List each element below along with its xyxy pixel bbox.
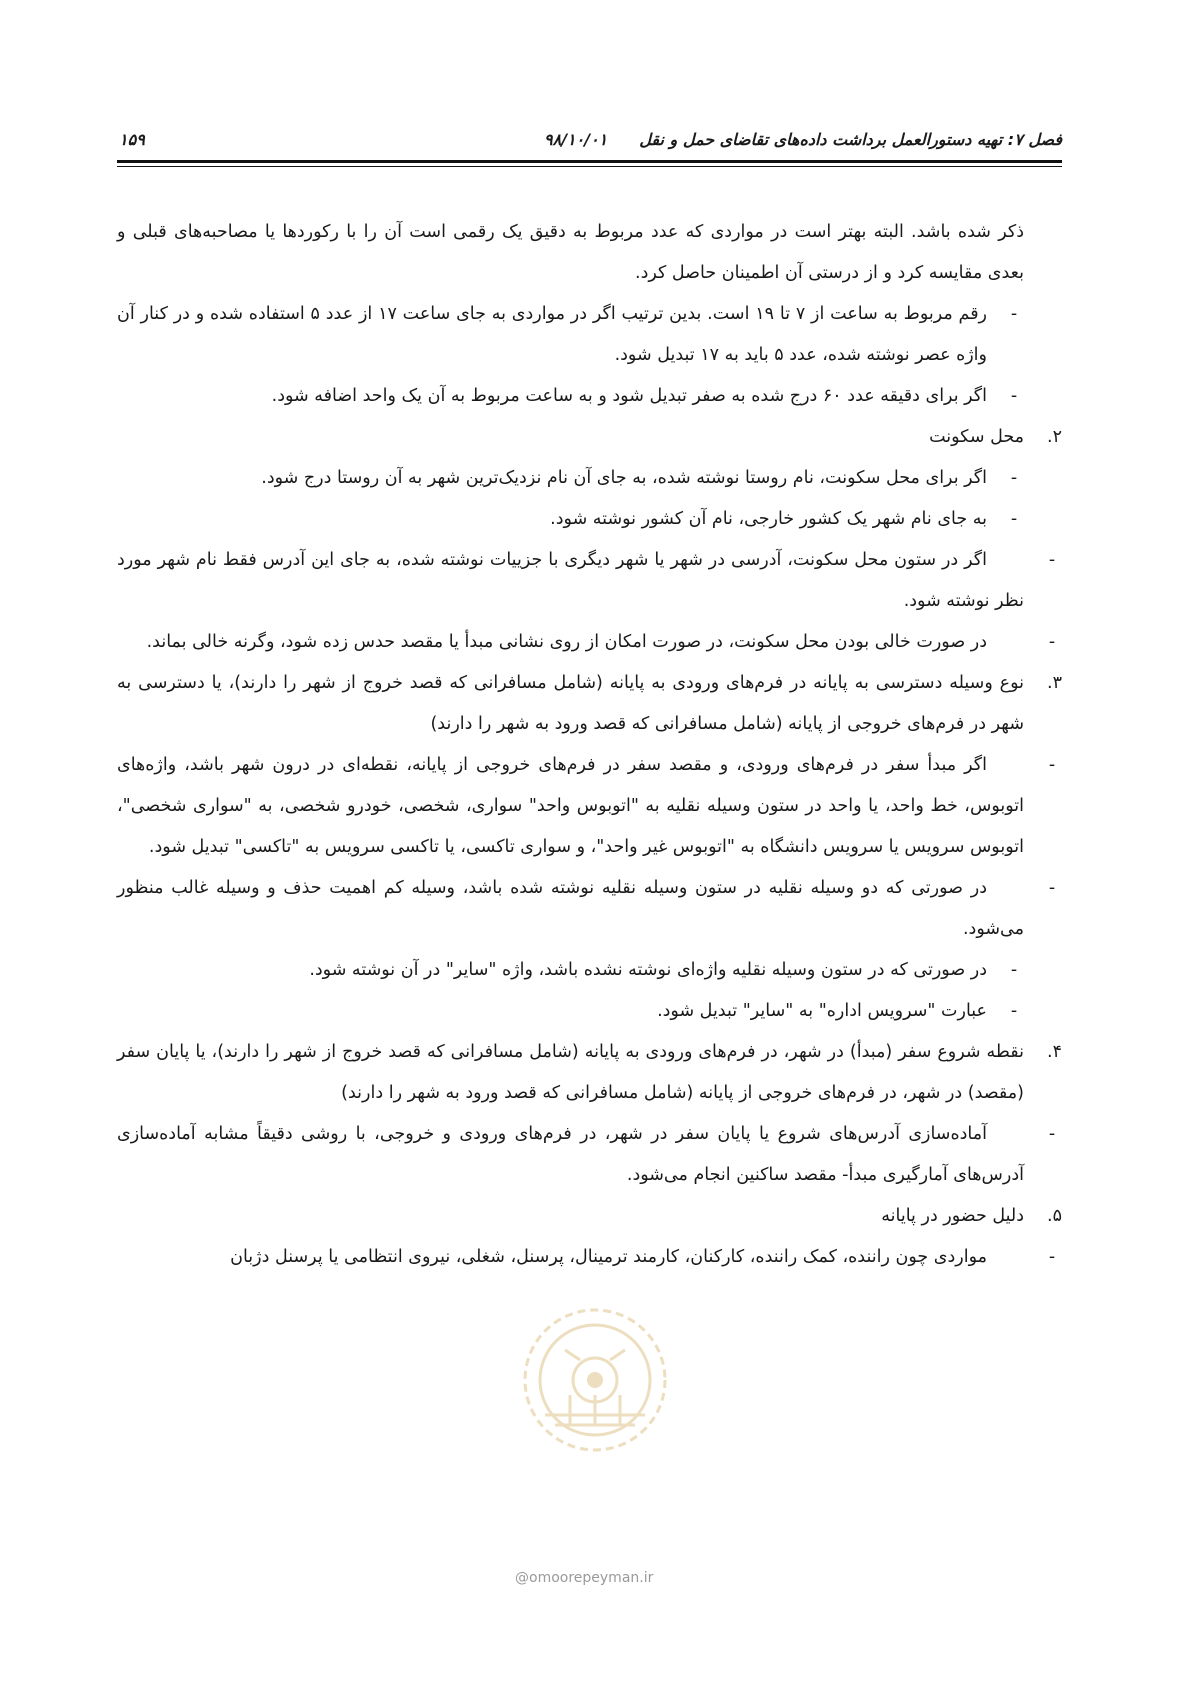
list-item	[117, 1114, 1062, 1196]
list-item-text: عبارت "سرویس اداره" به "سایر" تبدیل شود.	[657, 1001, 987, 1021]
watermark-site-text: omoorepeyman.ir	[529, 1570, 654, 1586]
item-number: ۳.	[1047, 673, 1062, 693]
list-item	[117, 868, 1062, 950]
list-item-text: اگر برای محل سکونت، نام روستا نوشته شده، به جای آن نام نزدیک‌ترین شهر به آن روستا درج شود.	[261, 468, 987, 488]
header-rule-thick	[117, 160, 1062, 163]
page-number: ۱۵۹	[119, 130, 145, 149]
list-item	[117, 458, 1062, 499]
dash-marker: -	[1010, 304, 1018, 324]
list-item	[117, 376, 1062, 417]
list-item	[117, 950, 1062, 991]
list-item	[117, 622, 1062, 663]
list-item-text: اگر برای دقیقه عدد ۶۰ درج شده به صفر تبدیل شود و به ساعت مربوط به آن یک واحد اضافه شود.	[271, 386, 987, 406]
dash-marker: -	[1010, 468, 1018, 488]
list-item	[117, 499, 1062, 540]
dash-marker: -	[1010, 1001, 1018, 1021]
item-title: نوع وسیله دسترسی به پایانه در فرم‌های ورودی به پایانه (شامل مسافرانی که قصد خروج از شهر را دارند)، یا دسترسی به شهر در فرم‌های خروجی از پایانه (شامل مسافرانی که قصد ورود به شهر را دارند)	[117, 673, 1024, 734]
list-item-text: در صورتی که در ستون وسیله نقلیه واژه‌ای نوشته نشده باشد، واژه "سایر" در آن نوشته شود.	[309, 960, 987, 980]
list-item	[117, 294, 1062, 376]
page-header	[117, 130, 1062, 156]
item-number: ۴.	[1047, 1042, 1062, 1062]
list-item-text: مواردی چون راننده، کمک راننده، کارکنان، کارمند ترمینال، پرسنل، شغلی، نیروی انتظامی یا پرسنل دژبان	[230, 1247, 987, 1267]
dash-marker: -	[1048, 755, 1056, 775]
list-item	[117, 540, 1062, 622]
dash-marker: -	[1048, 1247, 1056, 1267]
item-title: نقطه شروع سفر (مبدأ) در شهر، در فرم‌های ورودی به پایانه (شامل مسافرانی که قصد خروج از شهر را دارند)، یا پایان سفر (مقصد) در شهر، در فرم‌های خروجی از پایانه (شامل مسافرانی که قصد ورود به شهر را دارند)	[117, 1042, 1024, 1103]
item-number: ۵.	[1047, 1206, 1062, 1226]
numbered-item-2	[117, 417, 1062, 458]
item-title: محل سکونت	[929, 427, 1024, 447]
list-item-text: رقم مربوط به ساعت از ۷ تا ۱۹ است. بدین ترتیب اگر در مواردی به جای ساعت ۱۷ از عدد ۵ استفاده شده و در کنار آن واژه عصر نوشته شده، عدد ۵ باید به ۱۷ تبدیل شود.	[117, 304, 988, 365]
numbered-item-3	[117, 663, 1062, 745]
intro-paragraph: ذکر شده باشد. البته بهتر است در مواردی که عدد مربوط به دقیق یک رقمی است آن را با رکوردها یا مصاحبه‌های قبلی و بعدی مقایسه کرد و از درستی آن اطمینان حاصل کرد.	[117, 222, 1024, 283]
list-item	[117, 991, 1062, 1032]
dash-marker: -	[1010, 509, 1018, 529]
list-item-text: در صورتی که دو وسیله نقلیه در ستون وسیله نقلیه نوشته شده باشد، وسیله کم اهمیت حذف و وسیله غالب منظور می‌شود.	[117, 878, 1024, 939]
list-item-text: اگر مبدأ سفر در فرم‌های ورودی، و مقصد سفر در فرم‌های خروجی از پایانه، نقطه‌ای در درون شهر باشد، واژه‌های اتوبوس، خط واحد، یا واحد در ستون وسیله نقلیه به "اتوبوس واحد" سواری، شخصی، خودرو شخصی، به "سواری شخصی"، اتوبوس سرویس یا سرویس دانشگاه به "اتوبوس غیر واحد"، و سواری تاکسی، یا تاکسی سرویس به "تاکسی" تبدیل شود.	[117, 755, 1024, 857]
watermark-site: @omoorepeyman.ir	[515, 1570, 654, 1586]
list-item-text: آماده‌سازی آدرس‌های شروع یا پایان سفر در شهر، در فرم‌های ورودی و خروجی، با روشی دقیقاً مشابه آماده‌سازی آدرس‌های آمارگیری مبدأ- مقصد ساکنین انجام می‌شود.	[117, 1124, 1024, 1185]
list-item-text: به جای نام شهر یک کشور خارجی، نام آن کشور نوشته شود.	[550, 509, 987, 529]
list-item-text: اگر در ستون محل سکونت، آدرسی در شهر یا شهر دیگری با جزییات نوشته شده، به جای این آدرس فقط نام شهر مورد نظر نوشته شود.	[117, 550, 1024, 611]
header-rule-thin	[117, 166, 1062, 167]
list-item	[117, 745, 1062, 868]
item-number: ۲.	[1047, 427, 1062, 447]
dash-marker: -	[1048, 550, 1056, 570]
numbered-item-4	[117, 1032, 1062, 1114]
numbered-item-5	[117, 1196, 1062, 1237]
dash-marker: -	[1010, 386, 1018, 406]
list-item	[117, 1237, 1062, 1278]
dash-marker: -	[1010, 960, 1018, 980]
dash-marker: -	[1048, 878, 1056, 898]
page-body	[117, 212, 1062, 1278]
header-date: ۹۸/۱۰/۰۱	[544, 130, 608, 149]
dash-marker: -	[1048, 1124, 1056, 1144]
item-title: دلیل حضور در پایانه	[881, 1206, 1024, 1226]
list-item-text: در صورت خالی بودن محل سکونت، در صورت امکان از روی نشانی مبدأ یا مقصد حدس زده شود، وگرنه خالی بماند.	[146, 632, 987, 652]
chapter-title: فصل ۷: تهیه دستورالعمل برداشت داده‌های تقاضای حمل و نقل	[639, 130, 1062, 149]
dash-marker: -	[1048, 632, 1056, 652]
seal-watermark-icon	[510, 1295, 680, 1465]
